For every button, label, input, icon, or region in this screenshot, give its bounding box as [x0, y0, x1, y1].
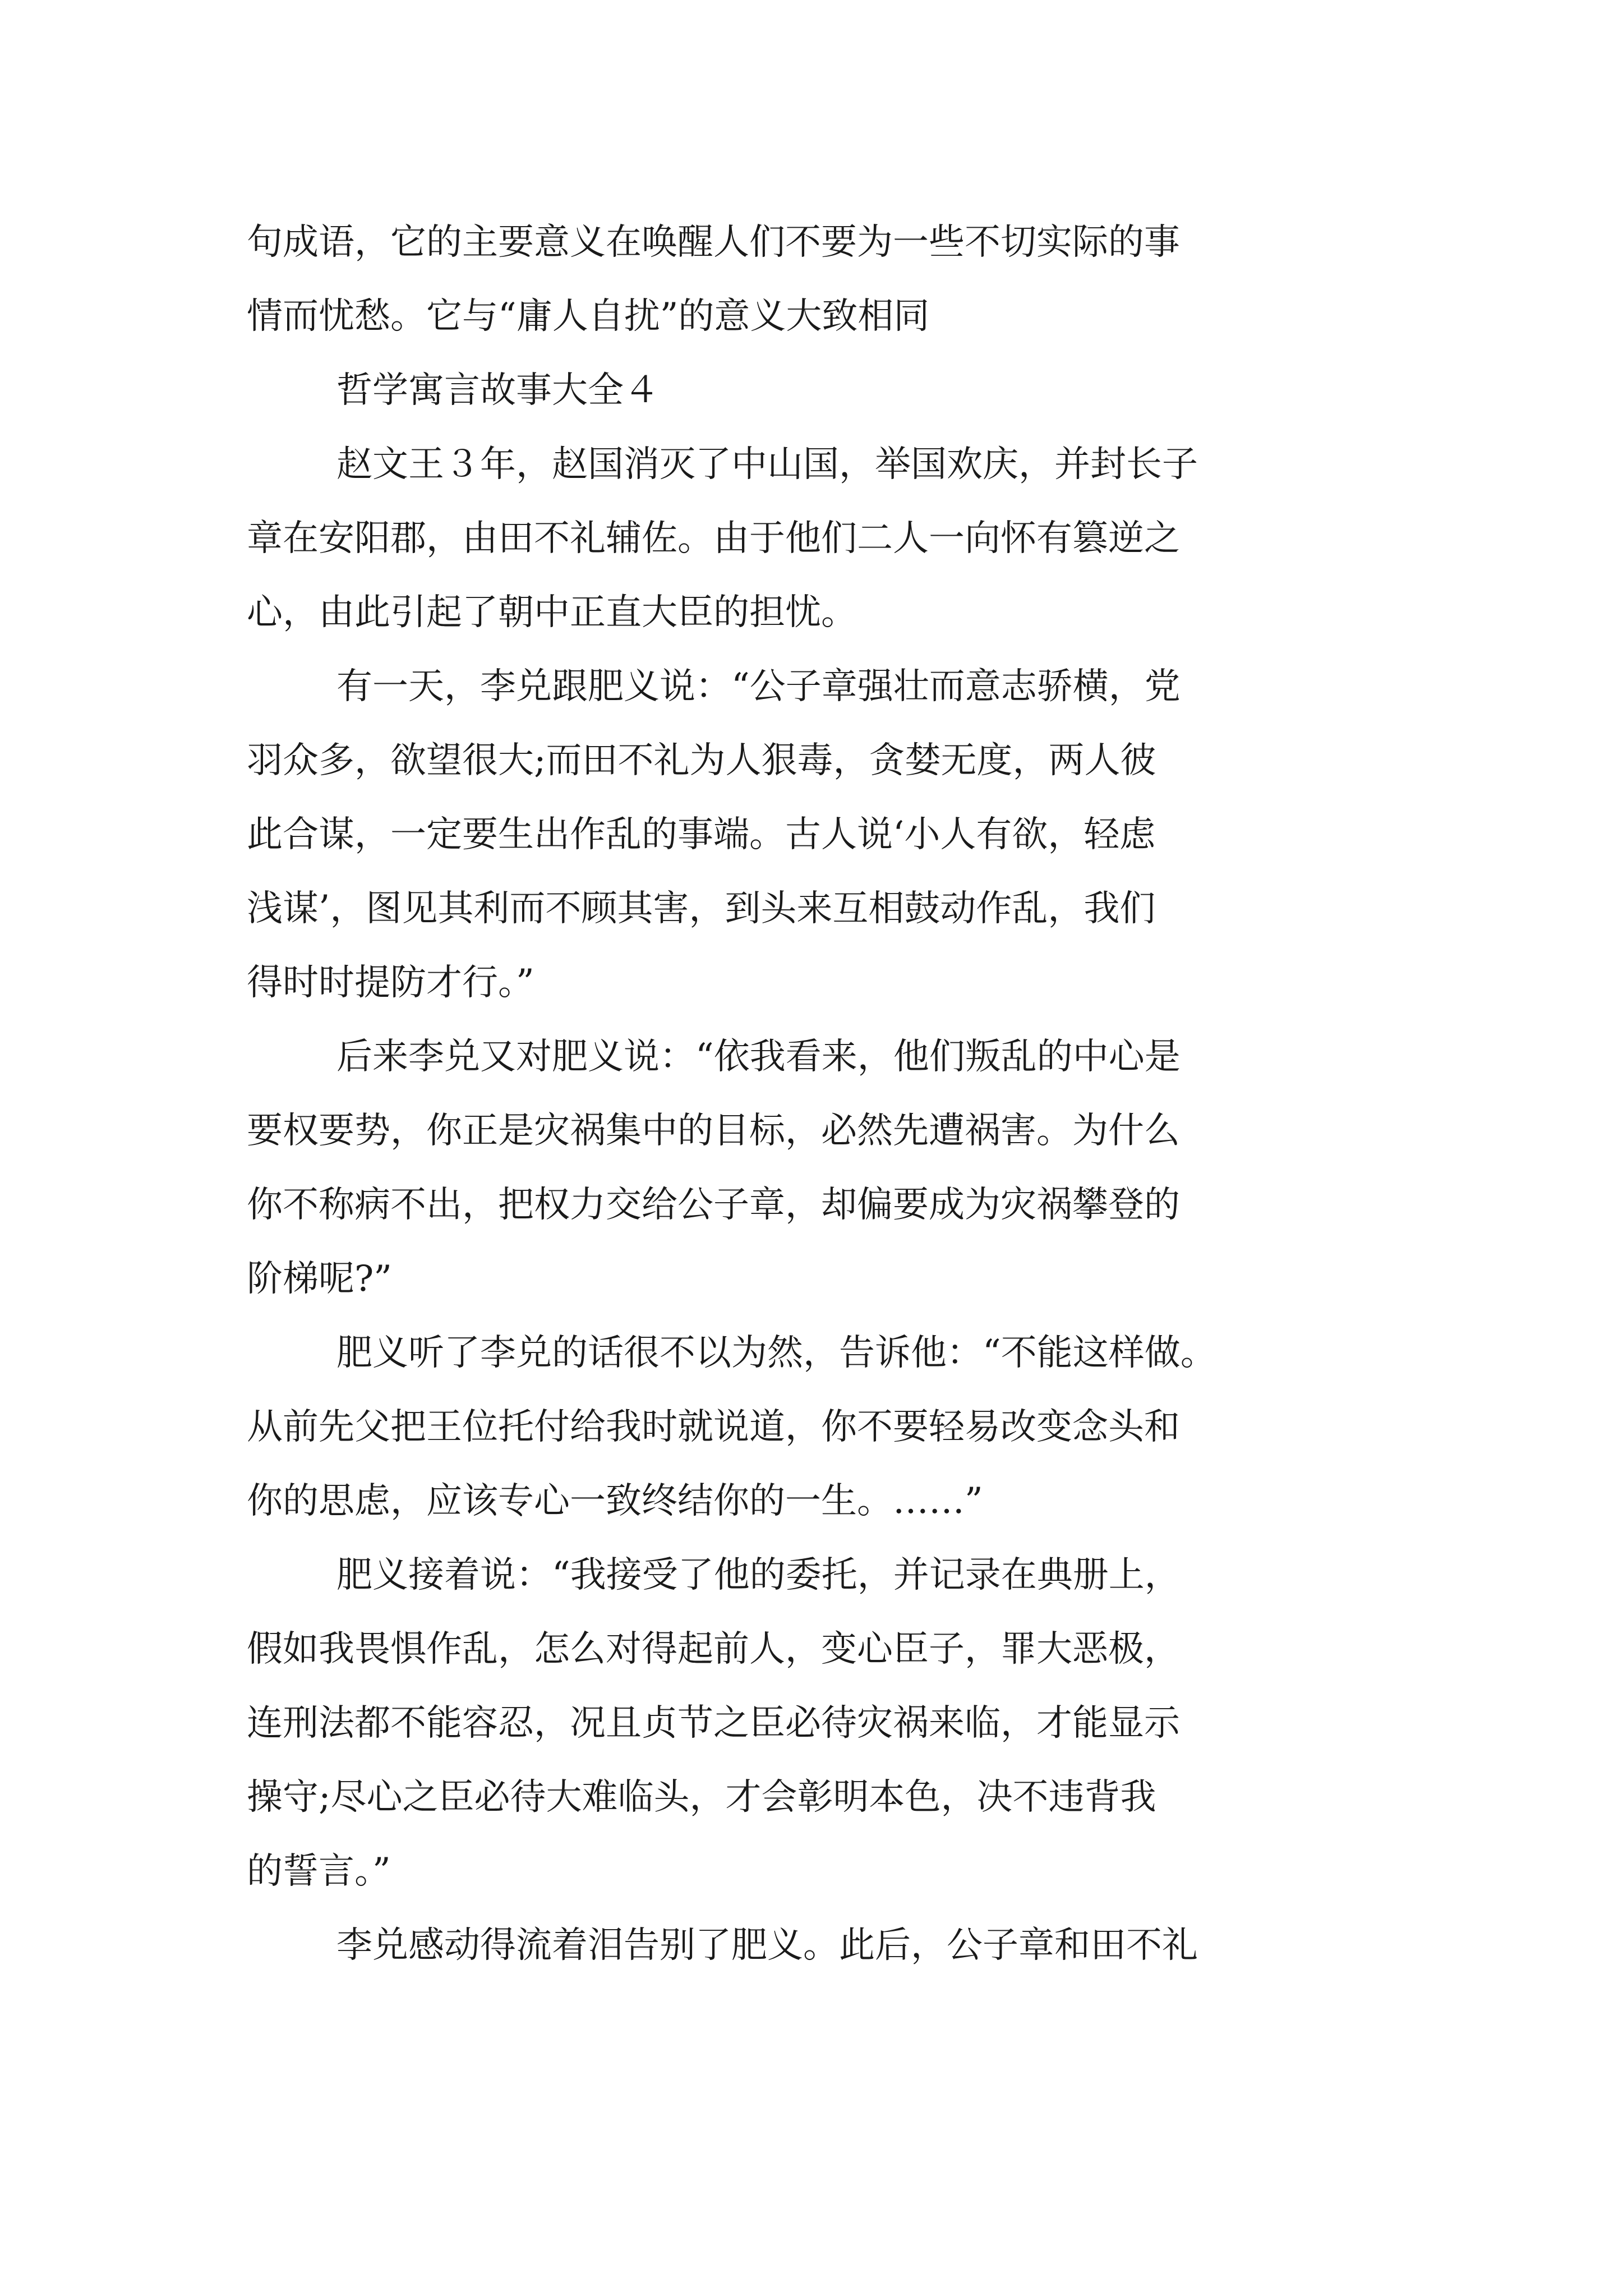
text-line: 得时时提防才行。”	[247, 962, 534, 1004]
text-line: 心，由此引起了朝中正直大臣的担忧。	[247, 592, 857, 633]
text-line: 要权要势，你正是灾祸集中的目标，必然先遭祸害。为什么	[247, 1110, 1180, 1152]
text-line: 的誓言。”	[247, 1851, 391, 1892]
text-line: 你不称病不出，把权力交给公子章，却偏要成为灾祸攀登的	[247, 1184, 1180, 1226]
text-line: 章在安阳郡，由田不礼辅佐。由于他们二人一向怀有篡逆之	[247, 518, 1180, 559]
text-line: 后来李兑又对肥义说：“依我看来，他们叛乱的中心是	[336, 1036, 1181, 1078]
text-line: 此合谋，一定要生出作乱的事端。古人说‘小人有欲，轻虑	[247, 814, 1156, 855]
text-line: 浅谋’，图见其利而不顾其害，到头来互相鼓动作乱，我们	[247, 888, 1156, 930]
text-line: 有一天，李兑跟肥义说：“公子章强壮而意志骄横，党	[336, 666, 1181, 707]
text-line: 阶梯呢?”	[247, 1258, 393, 1300]
text-line: 肥义接着说：“我接受了他的委托，并记录在典册上，	[336, 1554, 1181, 1596]
text-line: 羽众多，欲望很大;而田不礼为人狠毒，贪婪无度，两人彼	[247, 740, 1156, 781]
text-line: 句成语，它的主要意义在唤醒人们不要为一些不切实际的事	[247, 222, 1180, 263]
text-line: 从前先父把王位托付给我时就说道，你不要轻易改变念头和	[247, 1406, 1180, 1448]
text-line: 你的思虑，应该专心一致终结你的一生。……”	[247, 1480, 983, 1522]
text-line: 李兑感动得流着泪告别了肥义。此后，公子章和田不礼	[336, 1925, 1198, 1966]
text-line: 连刑法都不能容忍，况且贞节之臣必待灾祸来临，才能显示	[247, 1703, 1180, 1744]
section-heading: 哲学寓言故事大全４	[336, 370, 660, 411]
text-line: 假如我畏惧作乱，怎么对得起前人，变心臣子，罪大恶极，	[247, 1628, 1180, 1670]
text-line: 赵文王３年，赵国消灭了中山国，举国欢庆，并封长子	[336, 444, 1198, 485]
text-line: 肥义听了李兑的话很不以为然，告诉他：“不能这样做。	[336, 1332, 1216, 1374]
text-line: 操守;尽心之臣必待大难临头，才会彰明本色，决不违背我	[247, 1777, 1156, 1818]
text-line: 情而忧愁。它与“庸人自扰”的意义大致相同	[247, 296, 930, 337]
